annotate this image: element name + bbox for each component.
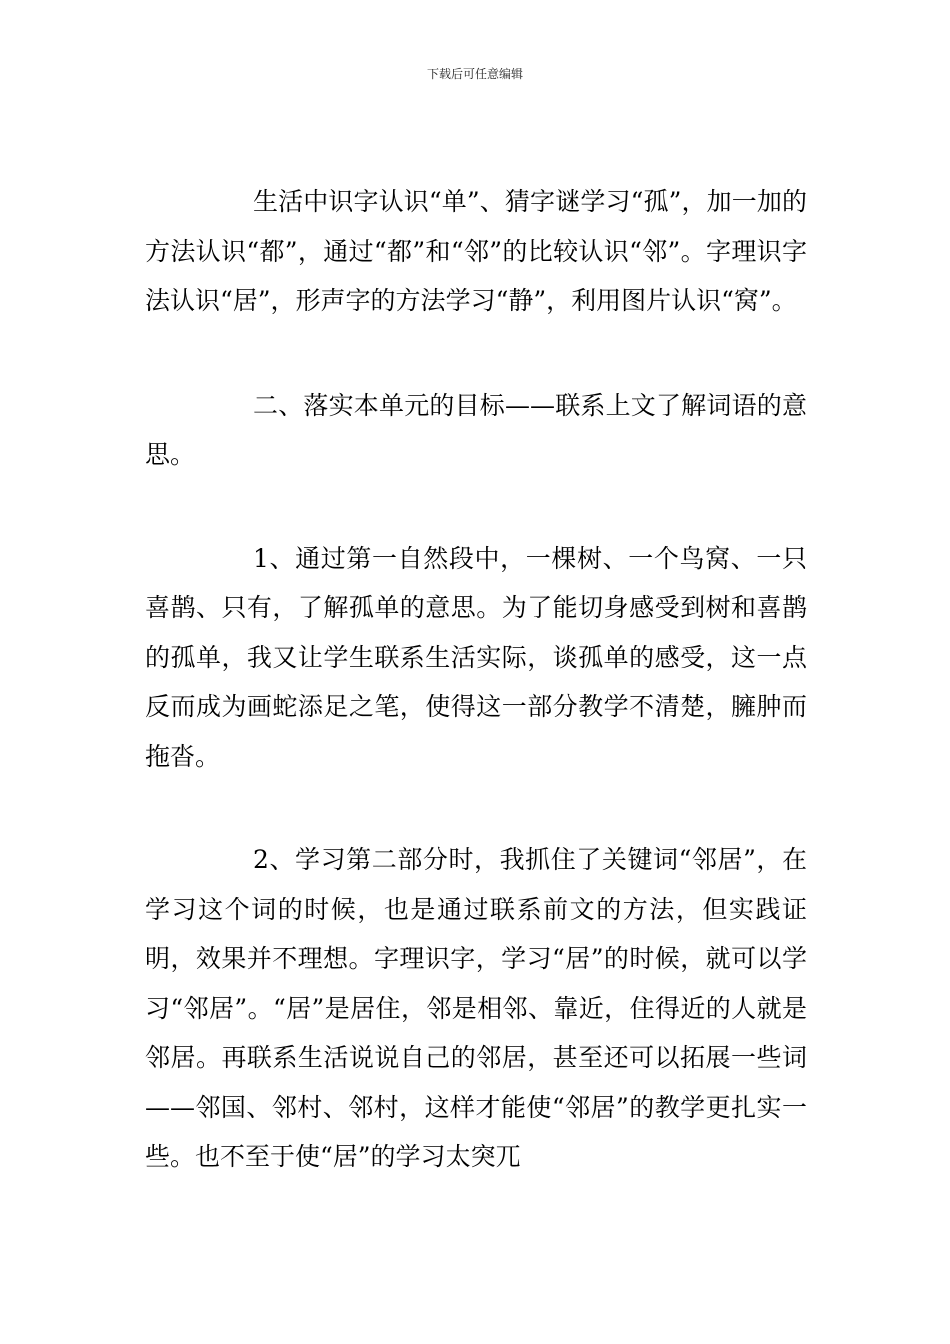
paragraph-literacy-methods: 生活中识字认识“单”、猜字谜学习“孤”，加一加的方法认识“都”，通过“都”和“邻”的比较认识“邻”。字理识字法认识“居”，形声字的方法学习“静”，利用图片认识“窝”。 bbox=[145, 187, 807, 315]
header-note: 下载后可任意编辑 bbox=[426, 67, 523, 81]
paragraph-point-two: 2、学习第二部分时，我抓住了关键词“邻居”，在学习这个词的时候，也是通过联系前文的方法，但实践证明，效果并不理想。字理识字，学习“居”的时候，就可以学习“邻居”。“居”是居住，邻是相邻、靠近，住得近的人就是邻居。再联系生活说说自己的邻居，甚至还可以拓展一些词——邻国、邻村、邻村，这样才能使“邻居”的教学更扎实一些。也不至于使“居”的学习太突兀 bbox=[145, 845, 807, 1171]
document-body bbox=[145, 177, 807, 1182]
paragraph-section-two-heading: 二、落实本单元的目标——联系上文了解词语的意思。 bbox=[145, 390, 807, 469]
paragraph-point-one: 1、通过第一自然段中，一棵树、一个鸟窝、一只喜鹊、只有，了解孤单的意思。为了能切身感受到树和喜鹊的孤单，我又让学生联系生活实际，谈孤单的感受，这一点反而成为画蛇添足之笔，使得这一部分教学不清楚，臃肿而拖沓。 bbox=[145, 543, 807, 771]
